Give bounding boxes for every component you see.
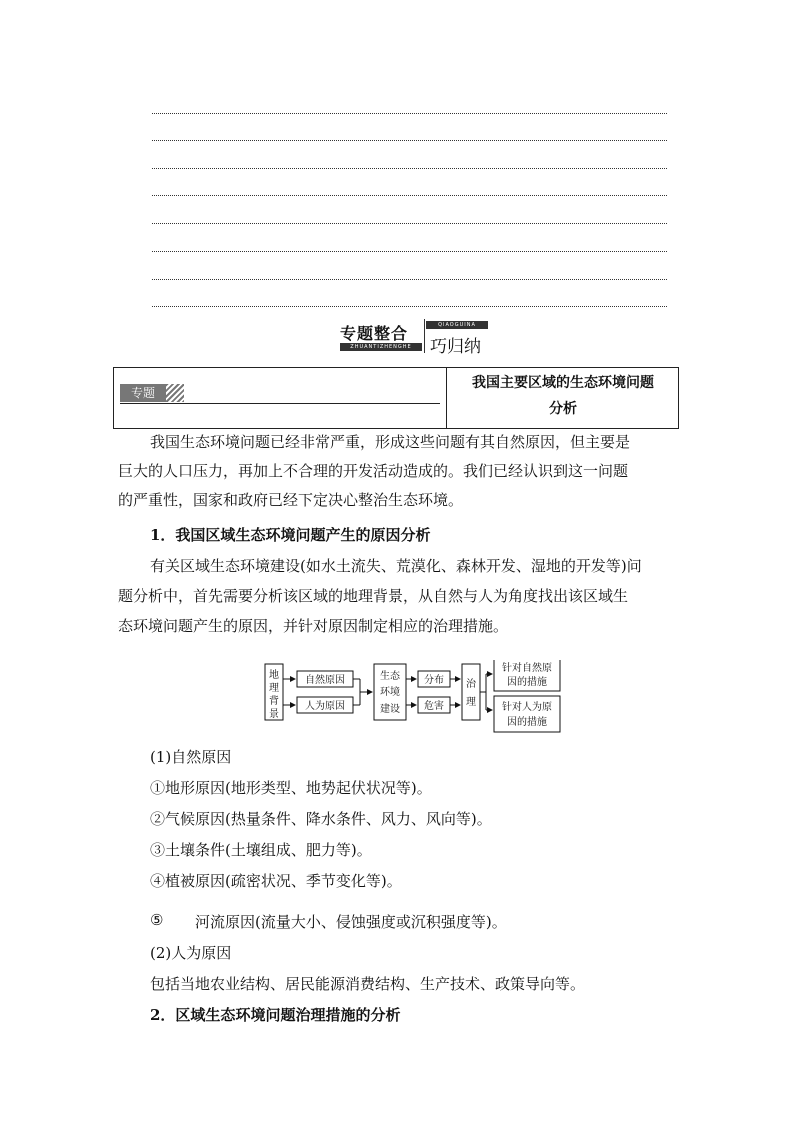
cause-analysis-diagram [262, 660, 562, 734]
intro-line: 的严重性，国家和政府已经下定决心整治生态环境。 [118, 491, 464, 509]
human-causes-heading: (2)人为原因 [150, 944, 232, 962]
natural-cause-item: ②气候原因(热量条件、降水条件、风力、风向等)。 [150, 810, 492, 828]
natural-cause-label: 自然原因 [305, 675, 345, 686]
answer-line [152, 223, 667, 224]
section-banner [340, 319, 490, 355]
section1-line: 态环境问题产生的原因，并针对原因制定相应的治理措施。 [118, 617, 509, 635]
topic-hatch-decoration [166, 384, 184, 402]
topic-divider [446, 368, 447, 428]
human-measures-line: 针对人为原 [502, 702, 552, 713]
intro-line: 巨大的人口压力，再加上不合理的开发活动造成的。我们已经认识到这一问题 [118, 462, 629, 480]
answer-line [152, 140, 667, 141]
govern-char: 理 [466, 697, 476, 708]
govern-char: 治 [466, 679, 476, 690]
eco-construction-line: 环境 [380, 687, 400, 698]
answer-line [152, 195, 667, 196]
topic-title-line2: 分析 [549, 401, 577, 417]
topic-header [113, 367, 679, 429]
geo-bg-char: 理 [269, 683, 279, 694]
banner-pinyin: QIAOGUINA [426, 321, 488, 329]
natural-cause-item: ③土壤条件(土壤组成、肥力等)。 [150, 841, 372, 859]
answer-line [152, 251, 667, 252]
natural-measures-line: 因的措施 [507, 677, 547, 688]
topic-title [452, 368, 674, 422]
natural-cause-item: ④植被原因(疏密状况、季节变化等)。 [150, 872, 402, 890]
natural-cause-item: ①地形原因(地形类型、地势起伏状况等)。 [150, 779, 432, 797]
human-cause-label: 人为原因 [305, 701, 345, 712]
answer-line [152, 168, 667, 169]
topic-label: 专题 [120, 384, 166, 402]
topic-underline [120, 403, 440, 404]
human-causes-text: 包括当地农业结构、居民能源消费结构、生产技术、政策导向等。 [150, 975, 586, 993]
answer-line [152, 306, 667, 307]
answer-line [152, 113, 667, 114]
geo-bg-char: 景 [269, 709, 279, 720]
eco-construction-line: 生态 [380, 671, 400, 682]
answer-line [152, 279, 667, 280]
harm-label: 危害 [424, 701, 444, 712]
natural-cause-item: 河流原因(流量大小、侵蚀强度或沉积强度等)。 [195, 913, 507, 931]
eco-construction-line: 建设 [380, 704, 400, 715]
banner-right-title: 巧归纳 [430, 337, 481, 357]
distribution-label: 分布 [424, 675, 444, 686]
natural-cause-item-number: ⑤ [150, 911, 164, 929]
geo-bg-char: 地 [269, 670, 279, 681]
natural-measures-line: 针对自然原 [502, 663, 552, 674]
section2-heading: 2．区域生态环境问题治理措施的分析 [150, 1006, 401, 1024]
section1-line: 题分析中，首先需要分析该区域的地理背景，从自然与人为角度找出该区域生 [118, 587, 629, 605]
section1-heading: 1．我国区域生态环境问题产生的原因分析 [150, 526, 431, 544]
geo-bg-char: 背 [269, 696, 279, 707]
natural-causes-heading: (1)自然原因 [150, 748, 232, 766]
topic-title-line1: 我国主要区域的生态环境问题 [472, 375, 654, 391]
banner-title: 专题整合 [340, 324, 409, 343]
banner-subtitle: ZHUANTIZHENGHE [340, 343, 422, 351]
section1-line: 有关区域生态环境建设(如水土流失、荒漠化、森林开发、湿地的开发等)问 [150, 557, 642, 575]
human-measures-line: 因的措施 [507, 717, 547, 728]
intro-line: 我国生态环境问题已经非常严重，形成这些问题有其自然原因，但主要是 [150, 433, 631, 451]
govern-box [462, 664, 480, 720]
banner-divider [424, 319, 425, 353]
